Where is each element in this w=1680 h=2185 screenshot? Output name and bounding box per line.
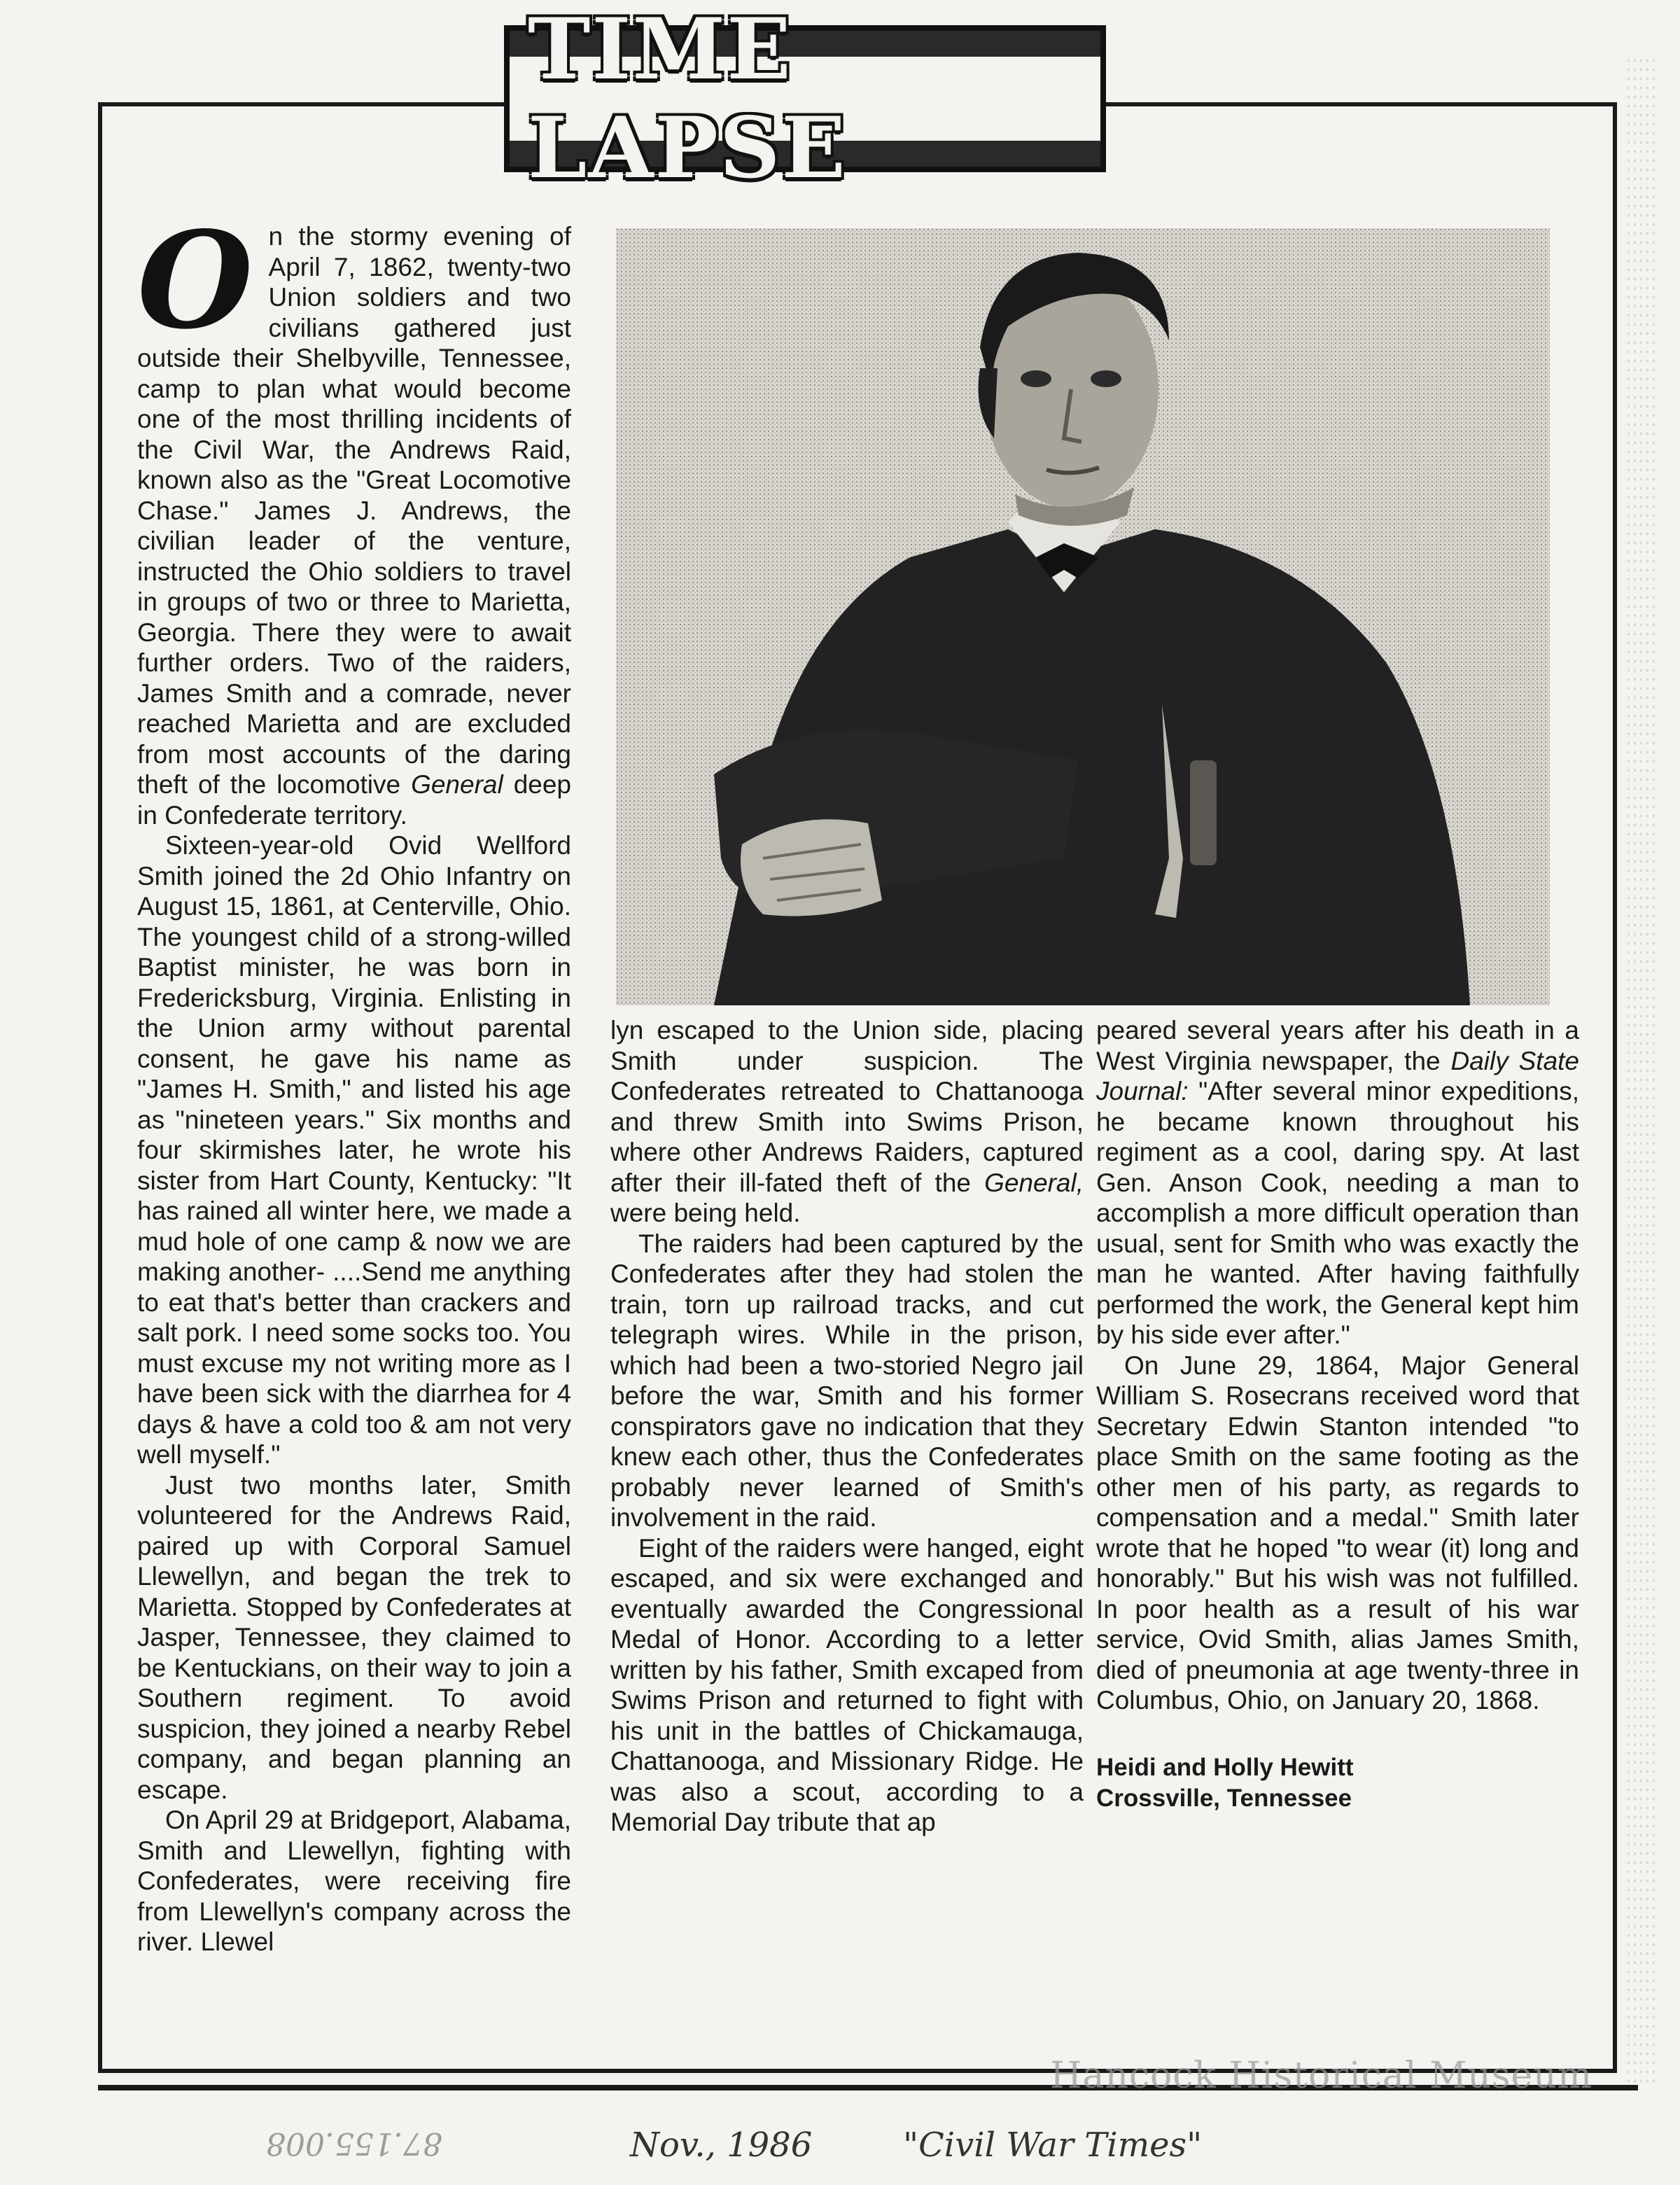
byline [1096,1752,1579,1814]
byline-authors: Heidi and Holly Hewitt [1096,1753,1354,1781]
paragraph: Just two months later, Smith volunteered for the Andrews Raid, paired up with Corporal Samuel Llewellyn, and began the trek to Marietta. Stopped by Confederates at Jasper, Tennessee, they claimed to be Kentuckians, on their way to join a Southern regiment. To avoid suspicion, they joined a nearby Rebel company, and began planning an escape. [137,1470,571,1804]
newspaper-name: Daily State Journal: [1096,1046,1579,1105]
paragraph: lyn escaped to the Union side, placing Smith under suspicion. The Confederates retreated to Chattanooga and threw Smith into Swims Prison, where other Andrews Raiders, captured after their ill-fated theft of the General, were being held. [610,1016,1084,1227]
article-column-3 [1096,1015,1579,1814]
portrait-image [616,228,1550,1005]
source-note: "Civil War Times" [903,2125,1203,2165]
paragraph: The raiders had been captured by the Confederates after they had stolen the train, torn up railroad tracks, and cut telegraph wires. While in the prison, which had been a two-storied Negro jail before the war, Smith and his former conspirators gave no indication that they knew each other, thus the Confederates probably never learned of Smith's involvement in the raid. [610,1229,1084,1532]
byline-location: Crossville, Tennessee [1096,1784,1352,1812]
paragraph: Sixteen-year-old Ovid Wellford Smith joined the 2d Ohio Infantry on August 15, 1861, at Centerville, Ohio. The youngest child of a strong-willed Baptist minister, he was born in Fredericksburg, Virginia. Enlisting in the Union army without parental consent, he gave his name as "James H. Smith," and listed his age as "nineteen years." Six months and four skirmishes later, he wrote his sister from Hart County, Kentucky: "It has rained all winter here, we made a mud hole of one camp & now we are making another- ....Send me anything to eat that's better than crackers and salt pork. I need some socks too. You must excuse my not writing more as I have been sick with the diarrhea for 4 days & have a cold too & am not very well myself." [137,831,571,1469]
museum-watermark: Hancock Historical Museum [1050,2055,1593,2097]
article-column-2 [610,1015,1084,1838]
paragraph: peared several years after his death in a West Virginia newspaper, the Daily State Journal: "After several minor expeditions, he became known throughout his regiment as a cool, daring spy. At last Gen. Anson Cook, needing a man to accomplish a more difficult operation than usual, sent for Smith who was exactly the man he wanted. After having faithfully performed the work, the General kept him by his side ever after." [1096,1016,1580,1349]
drop-cap: O [137,202,253,358]
ship-name: General [411,770,503,799]
article-column-1 [137,202,572,1957]
scan-edge-noise [1625,56,1659,2086]
masthead-title: TIME LAPSE [528,0,847,197]
paragraph: On April 29 at Bridgeport, Alabama, Smith and Llewellyn, fighting with Confederates, were receiving fire from Llewellyn's company across the river. Llewel [137,1806,572,1956]
portrait-photo [616,228,1550,1005]
ship-name: General, [984,1168,1084,1197]
issue-date-note: Nov., 1986 [630,2125,813,2165]
masthead-panel [510,0,1100,197]
paragraph: On June 29, 1864, Major General William S. Rosecrans received word that Secretary Edwin Stanton intended "to place Smith on the same footing as the other men of his party, as regards to compensation and a medal." Smith later wrote that he hoped "to wear (it) long and honorably." But his wish was not fulfilled. In poor health as a result of his war service, Ovid Smith, alias James Smith, died of pneumonia at age twenty-three in Columbus, Ohio, on January 20, 1868. [1096,1350,1579,1715]
masthead [504,0,1106,197]
accession-number: 87.155.008 [266,2125,442,2161]
paragraph: Eight of the raiders were hanged, eight escaped, and six were exchanged and eventually awarded the Congressional Medal of Honor. According to a letter written by his father, Smith excaped from Swims Prison and returned to fight with his unit in the battles of Chickamauga, Chattanooga, and Missionary Ridge. He was also a scout, according to a Memorial Day tribute that ap [610,1533,1084,1836]
paragraph: n the stormy evening of April 7, 1862, twenty-two Union soldiers and two civilians gathered just outside their Shelbyville, Tennessee, camp to plan what would become one of the most thrilling incidents of the Civil War, the Andrews Raid, known also as the "Great Locomotive Chase." James J. Andrews, the civilian leader of the venture, instructed the Ohio soldiers to travel in groups of two or three to Marietta, Georgia. There they were to await further orders. Two of the raiders, James Smith and a comrade, never reached Marietta and are excluded from most accounts of the daring theft of the locomotive General deep in Confederate territory. [137,222,572,830]
